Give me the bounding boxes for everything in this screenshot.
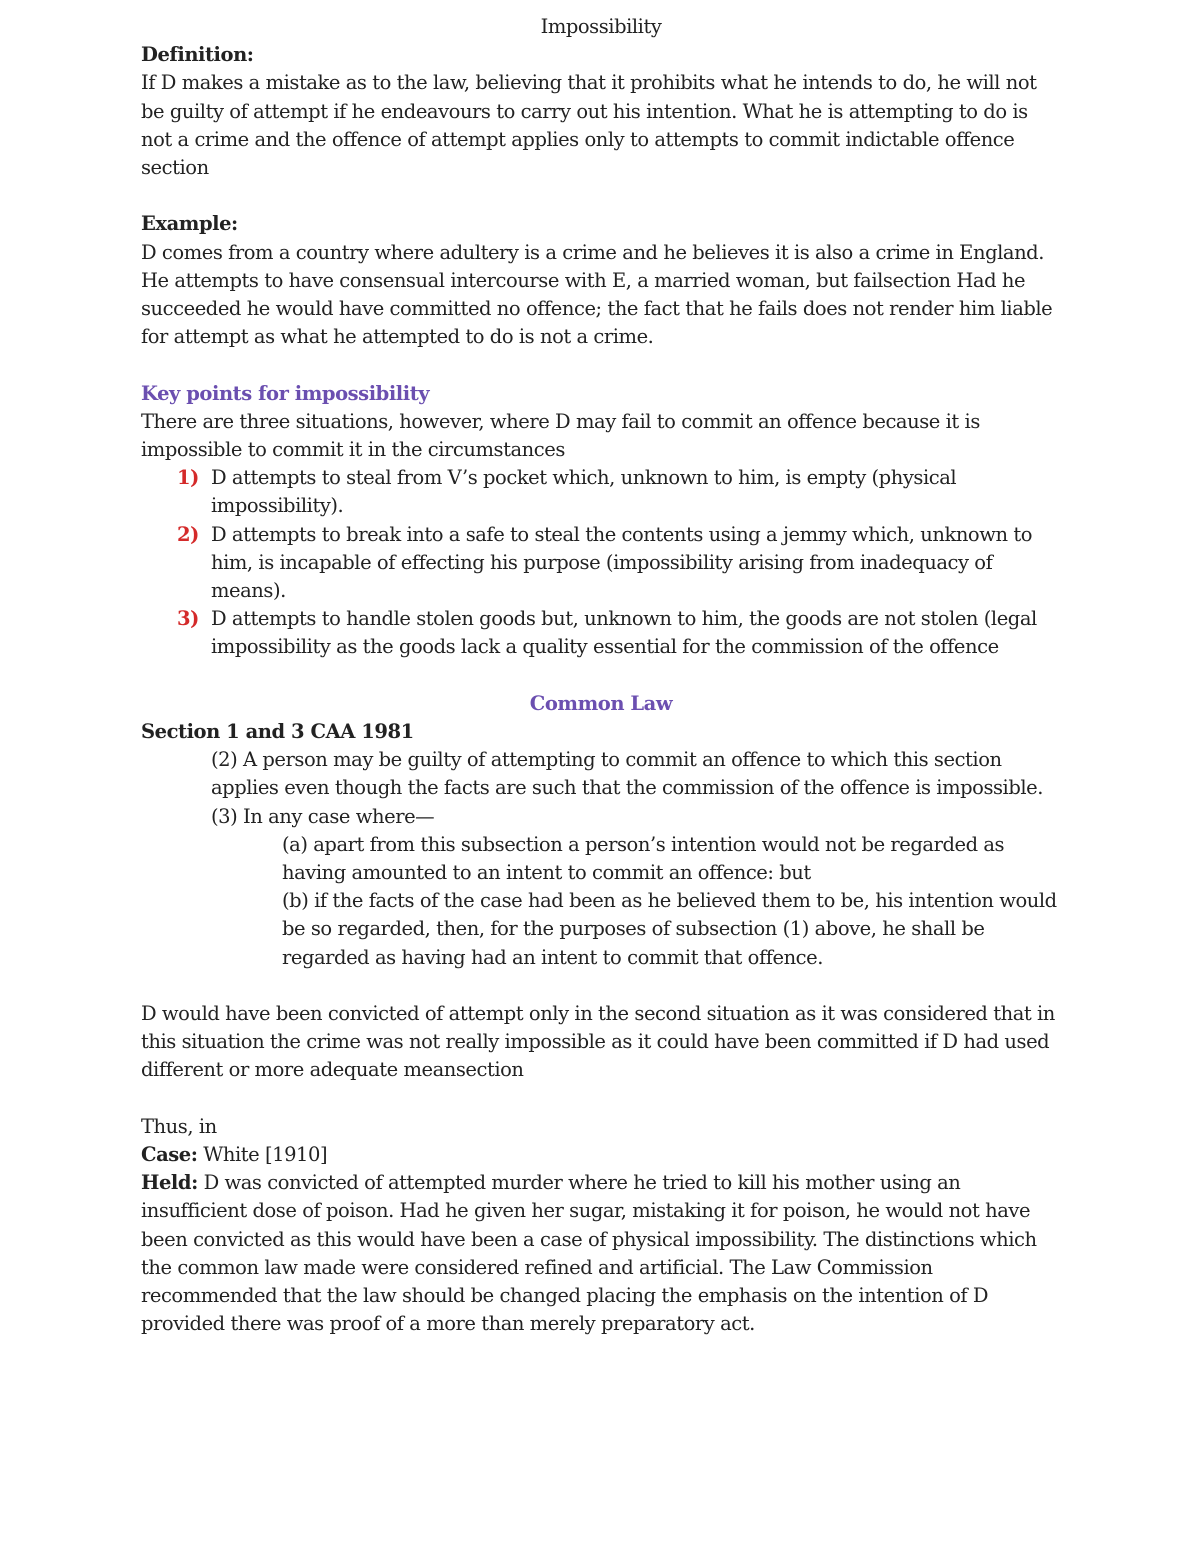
list-item-text: D attempts to steal from V’s pocket which, unknown to him, is empty (physical impossibility). bbox=[211, 466, 957, 518]
subsection-3a: (a) apart from this subsection a person’s intention would not be regarded as having amounted to an intent to commit an offence: but bbox=[282, 832, 1005, 885]
subsection-2: (2) A person may be guilty of attempting to commit an offence to which this section applies even though the facts are such that the commission of the offence is impossible. bbox=[211, 748, 1044, 800]
list-item bbox=[141, 464, 1061, 520]
page-header: Impossibility bbox=[540, 15, 662, 38]
section-title: Section 1 and 3 CAA 1981 bbox=[141, 720, 414, 744]
definition-label: Definition: bbox=[141, 43, 254, 67]
list-item-text: D attempts to handle stolen goods but, unknown to him, the goods are not stolen (legal impossibility as the goods lack a quality essential for the commission of the offence bbox=[211, 607, 1037, 659]
list-number: 1) bbox=[177, 466, 199, 490]
spacer bbox=[141, 972, 1061, 1000]
held-text: D was convicted of attempted murder where he tried to kill his mother using an insufficient dose of poison. Had he given her sugar, mistaking it for poison, he would not have been convicted as this would have been a case of physical impossibility. The distinctions which the common law made were considered refined and artificial. The Law Commission recommended that the law should be changed placing the emphasis on the intention of D provided there was proof of a more than merely preparatory act. bbox=[141, 1171, 1037, 1336]
common-law-heading: Common Law bbox=[529, 691, 673, 715]
spacer bbox=[141, 662, 1061, 690]
list-item-text: D attempts to break into a safe to steal the contents using a jemmy which, unknown to him, is incapable of effecting his purpose (impossibility arising from inadequacy of means). bbox=[211, 522, 1032, 603]
key-points-intro: There are three situations, however, where D may fail to commit an offence because it is impossible to commit it in the circumstances bbox=[141, 409, 980, 462]
case-intro: Thus, in bbox=[141, 1114, 217, 1138]
conclusion-text: D would have been convicted of attempt only in the second situation as it was considered that in this situation the crime was not really impossible as it could have been committed if D had used different or more adequate meansection bbox=[141, 1002, 1055, 1082]
definition-text: If D makes a mistake as to the law, believing that it prohibits what he intends to do, he will not be guilty of attempt if he endeavours to carry out his intention. What he is attempting to do is not a crime and the offence of attempt applies only to attempts to commit indictable offence section bbox=[141, 71, 1037, 180]
list-number: 2) bbox=[177, 522, 199, 546]
subsection-3b: (b) if the facts of the case had been as he believed them to be, his intention would be so regarded, then, for the purposes of subsection (1) above, he shall be regarded as having had an intent to commit that offence. bbox=[282, 889, 1057, 969]
held-paragraph bbox=[141, 1169, 1061, 1338]
case-line bbox=[141, 1141, 1061, 1169]
example-text: D comes from a country where adultery is a crime and he believes it is also a crime in England. He attempts to have consensual intercourse with E, a married woman, but failsection Had he succeeded he would have committed no offence; the fact that he fails does not render him liable for attempt as what he attempted to do is not a crime. bbox=[141, 240, 1053, 349]
list-item bbox=[141, 605, 1061, 661]
spacer bbox=[141, 1085, 1061, 1113]
case-name: White [1910] bbox=[203, 1143, 328, 1167]
key-points-heading: Key points for impossibility bbox=[141, 381, 430, 405]
case-label: Case: bbox=[141, 1143, 198, 1167]
example-label: Example: bbox=[141, 212, 238, 236]
document-body bbox=[141, 13, 1061, 1338]
list-item bbox=[141, 521, 1061, 606]
spacer bbox=[141, 351, 1061, 379]
spacer bbox=[141, 182, 1061, 210]
held-label: Held: bbox=[141, 1171, 198, 1195]
key-points-list bbox=[141, 464, 1061, 661]
subsection-3: (3) In any case where— bbox=[211, 804, 435, 828]
list-number: 3) bbox=[177, 607, 199, 631]
